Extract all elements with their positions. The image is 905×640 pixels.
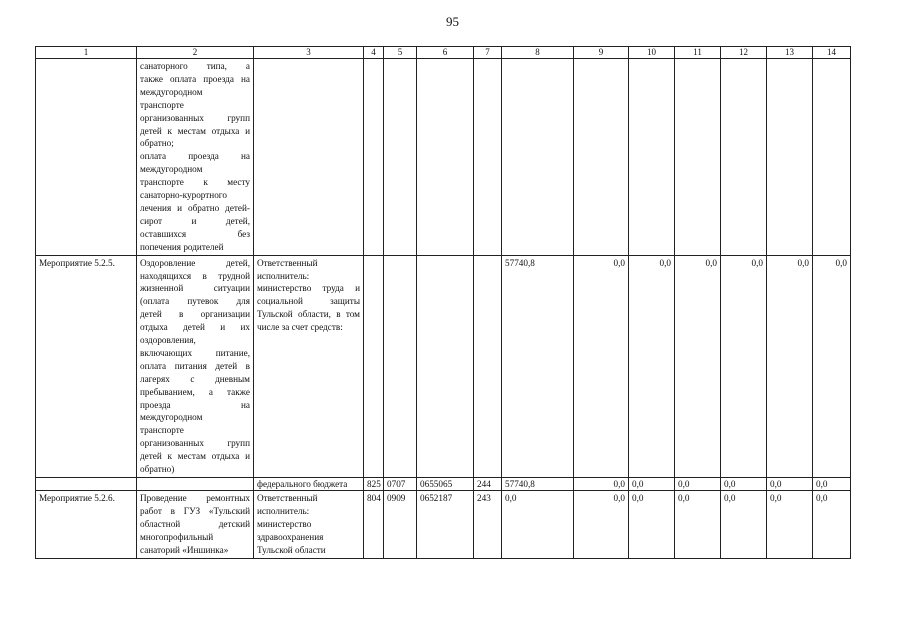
col-header-1: 1 xyxy=(36,47,137,59)
cell-executor xyxy=(254,491,364,559)
cell-executor: федерального бюджета xyxy=(254,478,364,491)
cell-c12: 0,0 xyxy=(721,491,767,559)
cell-c13: 0,0 xyxy=(767,491,813,559)
text-line: многопрофильный xyxy=(140,531,214,542)
text-line: междугородном xyxy=(140,412,203,423)
text-line: детей к местам отдыха и xyxy=(140,451,250,462)
col-header-5: 5 xyxy=(384,47,417,59)
col-header-3: 3 xyxy=(254,47,364,59)
text-line: попечения родителей xyxy=(140,241,224,252)
text-line: числе за счет средств: xyxy=(257,322,343,333)
cell-c10: 0,0 xyxy=(629,478,675,491)
cell-c4 xyxy=(364,59,384,256)
cell-description xyxy=(137,255,254,477)
table-row-continuation xyxy=(36,59,851,256)
table-row-activity-5-2-5 xyxy=(36,255,851,477)
text-line: здравоохранения xyxy=(257,531,324,542)
cell-c14: 0,0 xyxy=(813,255,851,477)
cell-c5 xyxy=(384,59,417,256)
cell-c7: 244 xyxy=(474,478,502,491)
cell-c4: 804 xyxy=(364,491,384,559)
cell-c4: 825 xyxy=(364,478,384,491)
cell-c5 xyxy=(384,255,417,477)
text-line: областной детский xyxy=(140,518,250,529)
col-header-12: 12 xyxy=(721,47,767,59)
col-header-13: 13 xyxy=(767,47,813,59)
cell-c6 xyxy=(417,59,474,256)
cell-c6: 0655065 xyxy=(417,478,474,491)
col-header-4: 4 xyxy=(364,47,384,59)
text-line: Тульской области xyxy=(257,544,326,555)
cell-c7 xyxy=(474,59,502,256)
cell-activity xyxy=(36,59,137,256)
text-line: Ответственный xyxy=(257,257,318,268)
cell-c11 xyxy=(675,59,721,256)
col-header-8: 8 xyxy=(502,47,574,59)
cell-executor xyxy=(254,59,364,256)
col-header-9: 9 xyxy=(574,47,629,59)
text-line: проезда на xyxy=(140,399,250,410)
cell-c7: 243 xyxy=(474,491,502,559)
cell-activity xyxy=(36,478,137,491)
cell-c11: 0,0 xyxy=(675,255,721,477)
cell-c11: 0,0 xyxy=(675,491,721,559)
text-line: пребыванием, а также xyxy=(140,386,250,397)
text-line: оздоровления, xyxy=(140,335,196,346)
cell-c9 xyxy=(574,59,629,256)
cell-c14: 0,0 xyxy=(813,478,851,491)
text-line: обратно) xyxy=(140,464,175,475)
cell-c11: 0,0 xyxy=(675,478,721,491)
cell-c12: 0,0 xyxy=(721,255,767,477)
cell-c9: 0,0 xyxy=(574,255,629,477)
text-line: организованных групп xyxy=(140,112,250,123)
cell-c8 xyxy=(502,59,574,256)
cell-description xyxy=(137,478,254,491)
col-header-6: 6 xyxy=(417,47,474,59)
cell-activity: Мероприятие 5.2.5. xyxy=(36,255,137,477)
text-line: санаторно-курортного xyxy=(140,190,227,201)
cell-c13: 0,0 xyxy=(767,478,813,491)
text-line: детей к местам отдыха и xyxy=(140,125,250,136)
cell-c12: 0,0 xyxy=(721,478,767,491)
cell-c10 xyxy=(629,59,675,256)
budget-table xyxy=(35,46,851,559)
cell-c9: 0,0 xyxy=(574,491,629,559)
cell-c8: 57740,8 xyxy=(502,255,574,477)
text-line: включающих питание, xyxy=(140,347,250,358)
table-row-federal-budget xyxy=(36,478,851,491)
cell-c5: 0909 xyxy=(384,491,417,559)
text-line: санаторного типа, а xyxy=(140,61,250,71)
cell-c4 xyxy=(364,255,384,477)
text-line: транспорте xyxy=(140,425,184,436)
text-line: Ответственный xyxy=(257,493,318,503)
cell-c6 xyxy=(417,255,474,477)
text-line: лагерях с дневным xyxy=(140,373,250,384)
text-line: Оздоровление детей, xyxy=(140,257,250,268)
cell-c10: 0,0 xyxy=(629,255,675,477)
text-line: оплата проезда на xyxy=(140,151,250,162)
cell-c14 xyxy=(813,59,851,256)
cell-c12 xyxy=(721,59,767,256)
text-line: организованных групп xyxy=(140,438,250,449)
cell-c10: 0,0 xyxy=(629,491,675,559)
text-line: министерство труда и xyxy=(257,283,360,294)
header-row xyxy=(36,47,851,59)
cell-activity: Мероприятие 5.2.6. xyxy=(36,491,137,559)
text-line: междугородном xyxy=(140,86,203,97)
text-line: находящихся в трудной xyxy=(140,270,250,281)
cell-c13 xyxy=(767,59,813,256)
cell-executor xyxy=(254,255,364,477)
cell-c9: 0,0 xyxy=(574,478,629,491)
text-line: сирот и детей, xyxy=(140,215,250,226)
text-line: Проведение ремонтных xyxy=(140,493,250,503)
text-line: Тульской области, в том xyxy=(257,309,360,320)
text-line: оставшихся без xyxy=(140,228,250,239)
cell-c8: 57740,8 xyxy=(502,478,574,491)
text-line: междугородном xyxy=(140,164,203,175)
cell-description xyxy=(137,491,254,559)
text-line: лечения и обратно детей- xyxy=(140,202,250,213)
text-line: санаторий «Иншинка» xyxy=(140,544,229,555)
cell-c6: 0652187 xyxy=(417,491,474,559)
text-line: министерство xyxy=(257,518,312,529)
text-line: жизненной ситуации xyxy=(140,283,250,294)
text-line: (оплата путевок для xyxy=(140,296,250,307)
col-header-11: 11 xyxy=(675,47,721,59)
cell-c7 xyxy=(474,255,502,477)
cell-c8: 0,0 xyxy=(502,491,574,559)
col-header-2: 2 xyxy=(137,47,254,59)
text-line: также оплата проезда на xyxy=(140,73,250,84)
text-line: социальной защиты xyxy=(257,296,360,307)
text-line: отдыха детей и их xyxy=(140,322,250,333)
text-line: транспорте xyxy=(140,99,184,110)
cell-c5: 0707 xyxy=(384,478,417,491)
table-row-activity-5-2-6 xyxy=(36,491,851,559)
col-header-10: 10 xyxy=(629,47,675,59)
text-line: работ в ГУЗ «Тульский xyxy=(140,505,250,516)
text-line: обратно; xyxy=(140,138,174,149)
page-number: 95 xyxy=(446,14,459,29)
text-line: исполнитель: xyxy=(257,505,310,516)
text-line: транспорте к месту xyxy=(140,177,250,188)
text-line: исполнитель: xyxy=(257,270,310,281)
cell-description xyxy=(137,59,254,256)
col-header-14: 14 xyxy=(813,47,851,59)
text-line: оплата питания детей в xyxy=(140,360,250,371)
cell-c13: 0,0 xyxy=(767,255,813,477)
col-header-7: 7 xyxy=(474,47,502,59)
text-line: детей в организации xyxy=(140,309,250,320)
cell-c14: 0,0 xyxy=(813,491,851,559)
